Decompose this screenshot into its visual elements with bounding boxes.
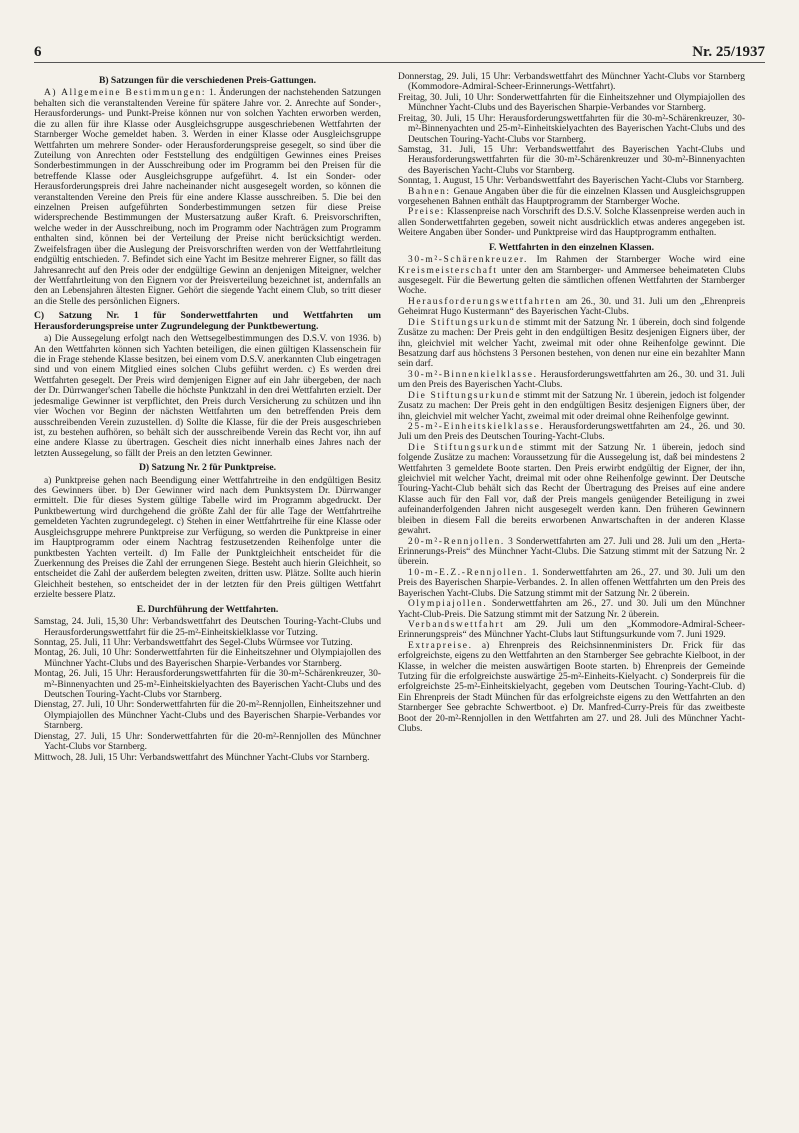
spaced-lead: 30-m²-Schärenkreuzer. [408,255,529,266]
schedule-item: Freitag, 30. Juli, 10 Uhr: Sonderwettfahrten für die Einheitszehner und Olympiajollen des Münchner Yacht-Clubs und des Bayerischen Sharpie-Verbandes vor Starnberg. [398,92,745,114]
section-b-title: B) Satzungen für die verschiedenen Preis-Gattungen. [98,75,317,86]
schedule-item: Freitag, 30. Juli, 15 Uhr: Herausforderungswettfahrten für die 30-m²-Schärenkreuzer, 30-m²-Binnenyachten und 25-m²-Einheitskielyachten des Bayerischen Yacht-Clubs und des Deutschen Touring-Yacht-Clubs vor Starnberg. [398,113,745,145]
spaced-lead: A) Allgemeine Bestimmungen: [44,88,207,99]
paragraph-text: Klassenpreise nach Vorschrift des D.S.V. Solche Klassenpreise werden auch in allen Sonderwettfahrten gegeben, soweit nicht ausdrücklich etwas anderes angegeben ist. Weitere Angaben über Sonder- und Punktpreise wird das Hauptprogramm enthalten. [398,207,745,239]
spaced-lead: Extrapreise. [408,640,473,651]
class-paragraph [398,599,745,620]
class-paragraph [398,318,745,370]
schedule-item: Montag, 26. Juli, 10 Uhr: Sonderwettfahrten für die Einheitszehner und Olympiajollen des Münchner Yacht-Clubs und des Bayerischen Sharpie-Verbandes vor Starnberg. [34,648,381,669]
paragraph-text: am 29. Juli um den „Kommodore-Admiral-Scheer-Erinnerungspreis“ des Münchner Yacht-Clubs laut Stiftungsurkunde vom 7. Juni 1929. [398,619,745,641]
preise-paragraph [398,207,745,238]
class-paragraph [398,443,745,537]
spaced-lead: 20-m²-Rennjollen. [408,536,505,547]
spaced-lead: 25-m²-Einheitskielklasse. [408,421,545,432]
section-e-title: E. Durchführung der Wettfahrten. [136,603,279,615]
class-paragraph [398,391,745,422]
spaced-lead: 10-m-E.Z.-Rennjollen. [408,567,528,578]
schedule-item: Dienstag, 27. Juli, 15 Uhr: Sonderwettfahrten für die 20-m²-Rennjollen des Münchner Yacht-Clubs vor Starnberg. [34,731,381,753]
paragraph-text: stimmt mit der Satzung Nr. 1 überein, jedoch sind folgende Zusätze zu machen: Voraussetzung für die Aussegelung ist, daß bei mindestens 2 Wettfahrten 3 gemeldete Boote starten. Den Preis erwirbt endgültig der Eigner, der ihn, gleichviel mit welcher Yacht, dreimal mit oder ohne Reihenfolge gewinnt. Der Deutsche Touring-Yacht-Club behält sich das Recht der Übertragung des Preises auf eine andere Klasse auch für den Fall vor, daß der Preis mangels genügender Beteiligung in zwei aufeinanderfolgenden Jahren nicht ausgesegelt werden kann. Den früheren Gewinnern bleiben in diesem Fall die bereits erworbenen Anwartschaften in der anderen Klasse gewahrt. [398,442,745,537]
spaced-lead: Preise: [408,207,445,218]
schedule-item: Montag, 26. Juli, 15 Uhr: Herausforderungswettfahrten für die 30-m²-Schärenkreuzer, 30-m²-Binnenyachten und 25-m²-Einheitskielyachten des Bayerischen Yacht-Clubs und des Deutschen Touring-Yacht-Clubs vor Starnberg. [34,669,381,701]
spaced-lead: Die Stiftungsurkunde [408,390,522,401]
paragraph-text: 1. Sonderwettfahrten am 26., 27. und 30. Juli um den Preis des Bayerischen Sharpie-Verbandes. 2. In allen offenen Wettfahrten um den Preis des Bayerischen Yacht-Clubs. Die Satzung stimmt mit der Satzung Nr. 2 überein. [398,567,745,599]
paragraph-text: stimmt mit der Satzung Nr. 1 überein, doch sind folgende Zusätze zu machen: Der Preis geht in den endgültigen Besitz desjenigen Eigners über, der ihn, gleichviel mit welcher Yacht, zweimal mit oder ohne Reihenfolge gewinnt. Die Besatzung darf aus höchstens 3 Personen bestehen, von denen nur eine ein bezahlter Mann sein darf. [398,317,746,370]
paragraph-text: 3 Sonderwettfahrten am 27. Juli und 28. Juli um den „Herta-Erinnerungs-Preis“ des Münchner Yacht-Clubs. Die Satzung stimmt mit der Satzung Nr. 2 überein. [398,536,745,568]
schedule-item: Dienstag, 27. Juli, 10 Uhr: Sonderwettfahrten für die 20-m²-Rennjollen, Einheitszehner und Olympiajollen des Münchner Yacht-Clubs und des Bayerischen Sharpie-Verbandes vor Starnberg. [34,700,381,732]
schedule-item: Sonntag, 1. August, 15 Uhr: Verbandswettfahrt des Bayerischen Yacht-Clubs vor Starnberg. [398,176,744,187]
spaced-lead: 30-m²-Binnenkielklasse. [408,369,538,380]
header-rule [34,62,765,63]
section-d-text: a) Punktpreise gehen nach Beendigung einer Wettfahrtreihe in den endgültigen Besitz des Gewinners über. b) Der Gewinner wird nach dem Punktsystem Dr. Dürrwanger ermittelt. Die für dieses System gültige Tabelle wird im Programm abgedruckt. Der Punktbewertung wird durchgehend die größte Zahl der für alle Tage der Wettfahrtreihe gemeldeten Yachten zugrundegelegt. c) Stehen in einer Wettfahrtreihe für eine Klasse oder Ausgleichsgruppe mehrere Punktpreise zur Verfügung, so werden die Punktpreise in einer im Hauptprogramm oder einem Nachtrag festzusetzenden Reihenfolge unter die punktbesten Yachten verteilt. d) Im Falle der Punktgleichheit entscheidet für die Zuerkennung des Preises die Zahl der errungenen Siege. Besteht auch hierin Gleichheit, so entscheidet die Zahl der außerdem belegten zweiten, dritten usw. Plätze. Sollte auch hierin Gleichheit bestehen, so entscheidet der in der letzten für den Preis gültigen Wettfahrt erzielte bessere Platz. [34,475,381,601]
paragraph-text: Genaue Angaben über die für die einzelnen Klassen und Ausgleichsgruppen vorgesehenen Bahnen enthält das Hauptprogramm der Starnberger Woche. [398,186,745,208]
left-column [34,72,381,763]
spaced-term: Kreismeisterschaft [398,265,498,276]
issue-number: Nr. 25/1937 [692,44,765,60]
schedule-item: Samstag, 31. Juli, 15 Uhr: Verbandswettfahrt des Bayerischen Yacht-Clubs und Herausforderungswettfahrten für die 30-m²-Schärenkreuzer und 30-m²-Binnenyachten des Bayerischen Yacht-Clubs vor Starnberg. [398,144,745,176]
bahnen-paragraph [398,187,745,208]
class-paragraph [398,422,745,443]
section-f-title: F. Wettfahrten in den einzelnen Klassen. [489,241,654,253]
schedule-item: Donnerstag, 29. Juli, 15 Uhr: Verbandswettfahrt des Münchner Yacht-Clubs vor Starnberg (Kommodore-Admiral-Scheer-Erinnerungs-Wettfahrt). [398,72,745,93]
class-paragraph [398,641,745,735]
section-b-text [34,88,381,307]
class-paragraph [398,620,745,641]
spaced-lead: Verbandswettfahrt [408,619,505,630]
section-c-title: C) Satzung Nr. 1 für Sonderwettfahrten und Wettfahrten um Herausforderungspreise unter Zugrundelegung der Punktbewertung. [34,310,381,332]
class-paragraph [398,537,745,568]
paragraph-text: Sonderwettfahrten am 26., 27. und 30. Juli um den Münchner Yacht-Club-Preis. Die Satzung stimmt mit der Satzung Nr. 2 überein. [398,599,745,620]
section-c-text: a) Die Aussegelung erfolgt nach den Wettsegelbestimmungen des D.S.V. von 1936. b) An den Wettfahrten können sich Yachten beteiligen, die einen gültigen Klassenschein für die in Frage stehende Klasse besitzen, bei einem vom D.S.V. anerkannten Club eingetragen sind und von einem Mitglied eines solchen Clubs geführt werden. c) Es werden drei Wettfahrten gesegelt. Der Preis wird demjenigen Eigner auf ein Jahr übergeben, der nach der Dr. Dürrwanger'schen Tabelle die höchste Punktzahl in den drei Wettfahrten erzielt. Der jedesmalige Gewinner ist verpflichtet, den Preis durch Versicherung zu schützen und ihn vier Wochen vor Beginn der nächsten Wettfahrten um den betreffenden Preis dem ausschreibenden Verein zuzustellen. d) Sollte die Klasse, für die der Preis ausgeschrieben ist, zu bestehen aufhören, so behält sich der ausschreibende Verein das Recht vor, ihn auf eine andere Klasse zu übertragen. Gescheit dies nicht innerhalb eines Jahres nach der letzten Aussegelung, so fällt der Preis an den letzten Gewinner. [34,334,381,459]
paragraph-text: unter den am Starnberger- und Ammersee beheimateten Clubs ausgesegelt. Für die Bewertung gelten die sämtlichen offenen Wettfahrten der Starnberger Woche. [398,265,745,297]
paragraph-text: a) Ehrenpreis des Reichsinnenministers Dr. Frick für das erfolgreichste, eigens zu den Wettfahrten an den Starnberger See gebrachte Kielboot, in der Klasse, in welcher die meisten auswärtigen Boote starten. b) Ehrenpreis der Gemeinde Tutzing für die erfolgreichste auswärtige 25-m²-Einheits-Kielyacht. c) Sonderpreis für die erfolgreichste 25-m²-Einheitskielyacht, gegeben vom Deutschen Touring-Yacht-Club. d) Ein Ehrenpreis der Stadt München für das erfolgreichste eigens zu den Wettfahrten an den Starnberger See gebrachte Schwertboot. e) Dr. Manfred-Curry-Preis für das zweitbeste Boot der 20-m²-Rennjollen in den Wettfahrten am 27. und 28. Juli des Münchner Yacht-Clubs. [398,640,745,735]
page-number: 6 [34,44,42,60]
schedule-item: Sonntag, 25. Juli, 11 Uhr: Verbandswettfahrt des Segel-Clubs Würmsee vor Tutzing. [34,637,353,648]
paragraph-text: stimmt mit der Satzung Nr. 1 überein, jedoch ist folgender Zusatz zu machen: Der Preis geht in den endgültigen Besitz desjenigen Eigners über, der ihn, gleichviel mit welcher Yacht, zweimal mit oder dreimal ohne Reihenfolge gewinnt. [398,390,745,422]
spaced-lead: Olympiajollen. [408,599,488,610]
paragraph-text: Herausforderungswettfahrten am 24., 26. und 30. Juli um den Preis des Deutschen Touring-Yacht-Clubs. [398,421,745,443]
schedule-item: Mittwoch, 28. Juli, 15 Uhr: Verbandswettfahrt des Münchner Yacht-Clubs vor Starnberg. [34,752,370,763]
class-paragraph [398,568,745,599]
section-d-title: D) Satzung Nr. 2 für Punktpreise. [138,462,277,474]
right-column [398,72,745,735]
paragraph-text: Herausforderungswettfahrten am 26., 30. und 31. Juli um den Preis des Bayerischen Yacht-Clubs. [398,369,745,391]
class-paragraph [398,297,745,318]
spaced-lead: Die Stiftungsurkunde [408,317,522,328]
paragraph-text: Im Rahmen der Starnberger Woche wird eine [528,255,745,266]
spaced-lead: Herausforderungswettfahrten [408,296,562,307]
class-paragraph [398,255,745,297]
spaced-lead: Bahnen: [408,186,451,197]
paragraph-text: 1. Änderungen der nachstehenden Satzungen behalten sich die veranstaltenden Vereine für spätere Jahre vor. 2. Anrechte auf Sonder-, Herausforderungs- und Punkt-Preise können nur von solchen Yachten erworben werden, die zu allen für ihre Klasse oder Ausgleichsgruppe ausgeschriebenen Wettfahrten der Starnberger Woche gemeldet haben. 3. Werden in einer Klasse oder Ausgleichsgruppe Wettfahrten um mehrere Sonder- oder Herausforderungspreise gesegelt, so sind über die Zuteilung von Anrechten oder Feststellung des endgültigen Gewinnes eines Preises Sonderbestimmungen in der Ausschreibung oder im Programm bei den Preisen für die betreffende Klasse oder Ausgleichsgruppe aufgeführt. 4. Ist ein Sonder- oder Herausforderungspreis drei Jahre nacheinander nicht ausgesegelt worden, so können die veranstaltenden Vereine den Preis für eine andere Klasse ausschreiben. 5. Die bei den einzelnen Preisen aufgeführten Sonderbestimmungen setzen für diese Preise widersprechende Bestimmungen der Mustersatzung außer Kraft. 6. Preisvorschriften, welche weder in der Ausschreibung, noch im Programm oder Nachträgen zum Programm enthalten sind, können bei der Verteilung der Preise nicht berücksichtigt werden. Zweifelsfragen über die Auslegung der Preisvorschriften werden von der Wettfahrtleitung endgültig entschieden. 7. Befindet sich eine Yacht im Besitze mehrerer Eigner, so fällt das Jahresanrecht auf den Preis oder der endgültige Gewinn an denjenigen Miteigner, welcher der Wettfahrtleitung von den Eignern vor der Preisverteilung bezeichnet ist, andernfalls an den an Lebensjahren ältesten Eigner. Gehört die siegende Yacht einem Club, so tritt dieser an die Stelle des persönlichen Eigners. [34,88,381,307]
paragraph-text: am 26., 30. und 31. Juli um den „Ehrenpreis Geheimrat Hugo Kustermann“ des Bayerischen Yacht-Clubs. [398,296,745,318]
spaced-lead: Die Stiftungsurkunde [408,442,525,453]
schedule-item: Samstag, 24. Juli, 15,30 Uhr: Verbandswettfahrt des Deutschen Touring-Yacht-Clubs und Herausforderungswettfahrt für die 25-m²-Einheitskielklasse vor Tutzing. [34,617,381,638]
class-paragraph [398,370,745,391]
